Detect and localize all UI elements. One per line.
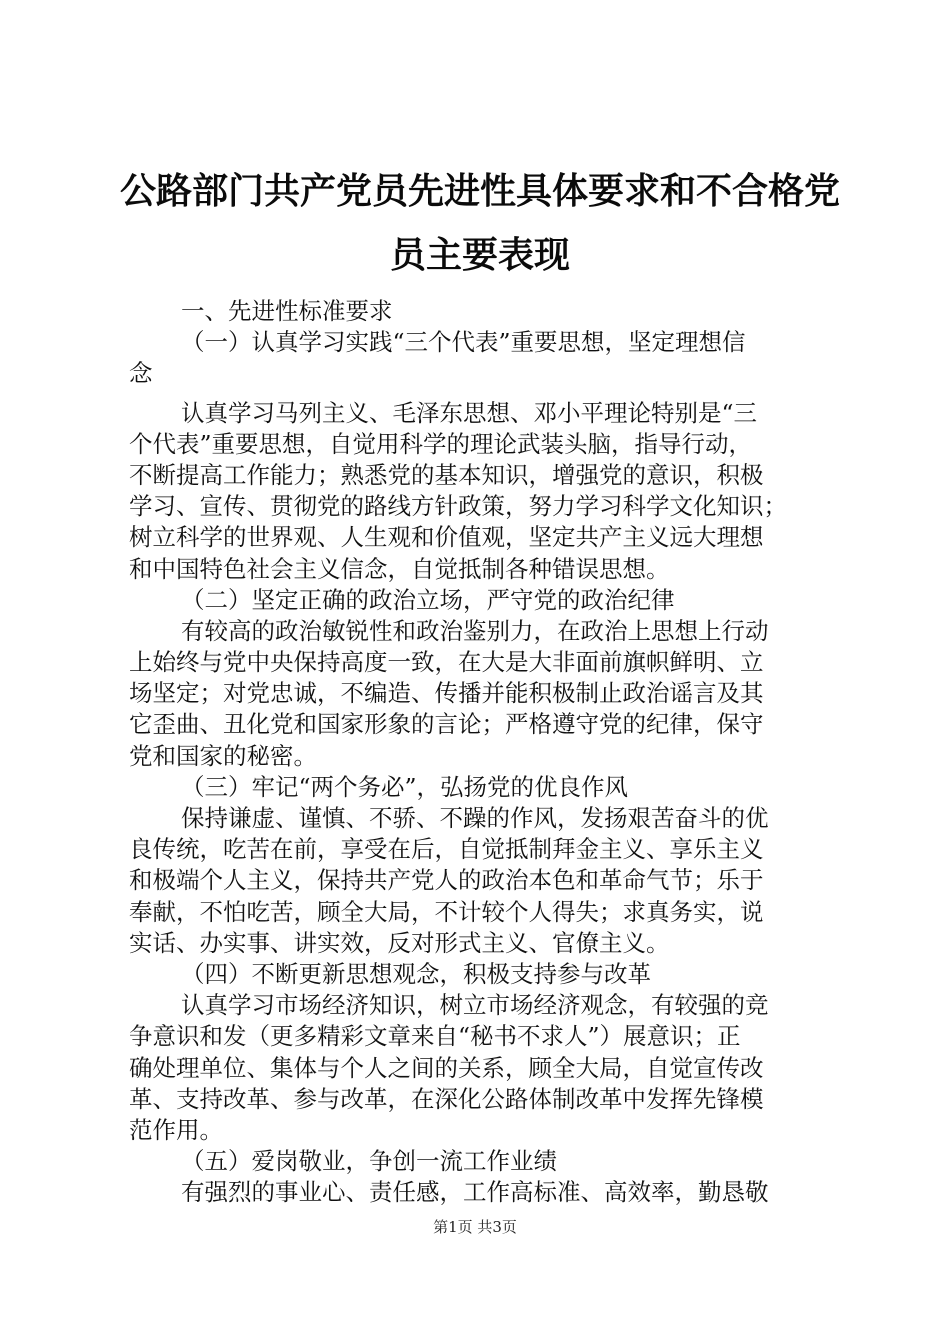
body-line: 认真学习马列主义、毛泽东思想、邓小平理论特别是“三 (181, 398, 758, 427)
body-line: 念 (129, 359, 153, 388)
body-line: 革、支持改革、参与改革，在深化公路体制改革中发挥先锋模 (129, 1084, 764, 1113)
subsection-heading: （三）牢记“两个务必”，弘扬党的优良作风 (181, 772, 629, 801)
body-line: 场坚定；对党忠诚，不编造、传播并能积极制止政治谣言及其 (129, 679, 764, 708)
body-line: 树立科学的世界观、人生观和价值观，坚定共产主义远大理想 (129, 523, 764, 552)
paragraph-gap (129, 390, 829, 398)
document-title (120, 160, 840, 288)
body-line: 学习、宣传、贯彻党的路线方针政策，努力学习科学文化知识； (129, 492, 787, 521)
body-line: 有强烈的事业心、责任感，工作高标准、高效率，勤恳敬 (181, 1178, 769, 1207)
body-line: 个代表”重要思想，自觉用科学的理论武装头脑，指导行动， (129, 429, 753, 458)
body-line: 实话、办实事、讲实效，反对形式主义、官僚主义。 (129, 928, 670, 957)
body-line: 争意识和发（更多精彩文章来自“秘书不求人”）展意识；正 (129, 1022, 741, 1051)
body-line: 奉献，不怕吃苦，顾全大局，不计较个人得失；求真务实，说 (129, 897, 764, 926)
body-line: 和极端个人主义，保持共产党人的政治本色和革命气节；乐于 (129, 866, 764, 895)
title-line-1: 公路部门共产党员先进性具体要求和不合格党 (120, 171, 841, 212)
body-line: 范作用。 (129, 1115, 223, 1144)
body-line: 党和国家的秘密。 (129, 741, 317, 770)
body-line: 和中国特色社会主义信念，自觉抵制各种错误思想。 (129, 554, 670, 583)
body-line: 不断提高工作能力；熟悉党的基本知识，增强党的意识，积极 (129, 460, 764, 489)
body-line: 它歪曲、丑化党和国家形象的言论；严格遵守党的纪律，保守 (129, 710, 764, 739)
body-line: 认真学习市场经济知识，树立市场经济观念，有较强的竞 (181, 991, 769, 1020)
subsection-heading: （二）坚定正确的政治立场，严守党的政治纪律 (181, 585, 675, 614)
document-body (129, 296, 829, 1208)
body-line: 有较高的政治敏锐性和政治鉴别力，在政治上思想上行动 (181, 616, 769, 645)
subsection-heading: （四）不断更新思想观念，积极支持参与改革 (181, 959, 651, 988)
body-line: 保持谦虚、谨慎、不骄、不躁的作风，发扬艰苦奋斗的优 (181, 804, 769, 832)
subsection-heading: （一）认真学习实践“三个代表”重要思想，坚定理想信 (181, 328, 746, 357)
page-footer: 第1页 共3页 (433, 1218, 517, 1236)
subsection-heading: （五）爱岗敬业，争创一流工作业绩 (181, 1147, 557, 1176)
body-line: 确处理单位、集体与个人之间的关系，顾全大局，自觉宣传改 (129, 1053, 764, 1082)
title-line-2: 员主要表现 (389, 235, 570, 276)
section-heading: 一、先进性标准要求 (181, 297, 393, 325)
body-line: 良传统，吃苦在前，享受在后，自觉抵制拜金主义、享乐主义 (129, 835, 764, 864)
body-line: 上始终与党中央保持高度一致，在大是大非面前旗帜鲜明、立 (129, 648, 764, 677)
